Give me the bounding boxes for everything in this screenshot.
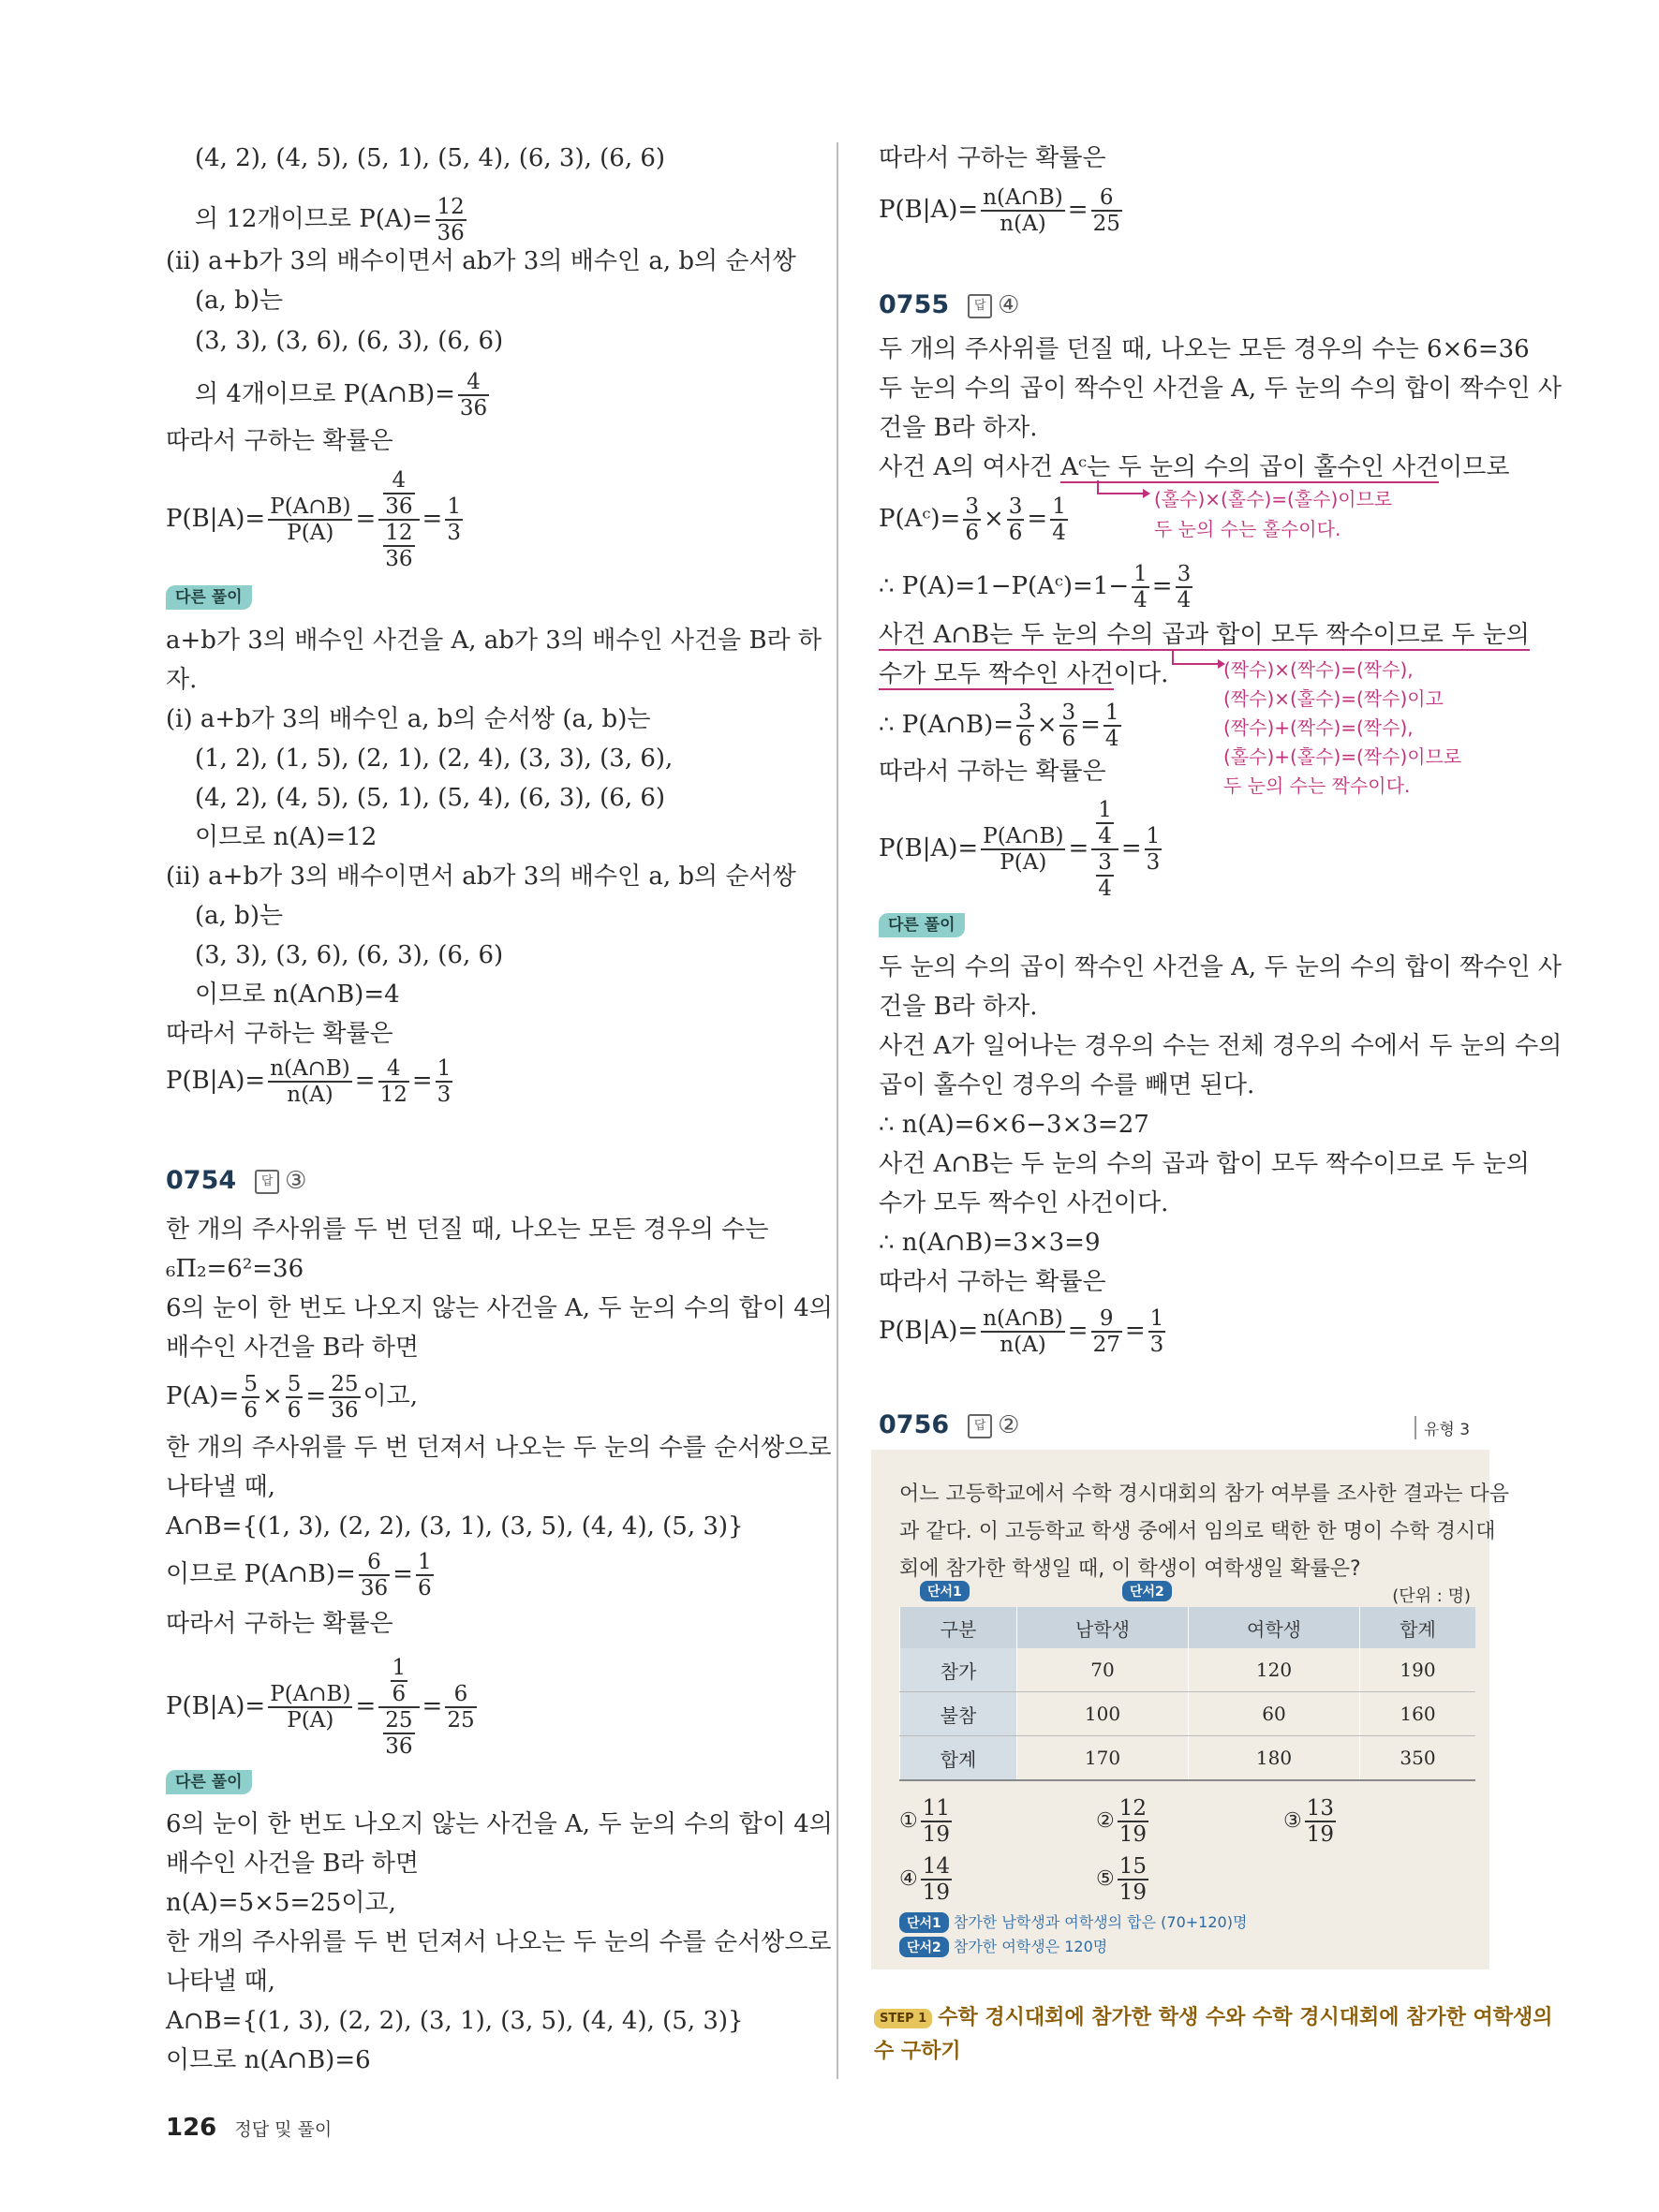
complex-fraction <box>1091 798 1118 901</box>
fraction <box>1118 1854 1148 1905</box>
numerator <box>378 1656 419 1708</box>
numerator: 4 <box>378 1056 409 1083</box>
fraction <box>921 1854 952 1905</box>
table-cell: 100 <box>1016 1692 1188 1736</box>
numerator: 14 <box>922 1854 951 1879</box>
underlined-text: 수가 모두 짝수인 사건 <box>879 660 1114 688</box>
numerator: 6 <box>359 1550 390 1576</box>
table-cell: 160 <box>1359 1692 1475 1736</box>
text: 의 12개이므로 P(A)= <box>195 205 433 233</box>
fraction <box>242 1372 259 1423</box>
fraction <box>268 1682 352 1733</box>
denominator: 36 <box>385 547 413 571</box>
fraction <box>1091 185 1122 236</box>
text-line: 이므로 n(A∩B)=6 <box>166 2046 371 2074</box>
denominator: 3 <box>437 1083 452 1107</box>
fraction <box>1007 494 1025 545</box>
text-line: A∩B={(1, 3), (2, 2), (3, 1), (3, 5), (4, 4), (5, 3)} <box>166 1512 744 1541</box>
text-line: (a, b)는 <box>195 287 284 315</box>
fraction <box>268 1056 352 1107</box>
text: ∴ P(A∩B)= <box>879 711 1015 739</box>
fraction <box>1145 824 1163 875</box>
text-line: (4, 2), (4, 5), (5, 1), (5, 4), (6, 3), (6, 6) <box>195 784 666 812</box>
text-line: 사건 A가 일어나는 경우의 수는 전체 경우의 수에서 두 눈의 수의 <box>879 1032 1563 1060</box>
math-line: P(B|A)= $\frac{P(A\cap B)}{P(A)}$ = $\frac{\frac{4}{36}}{\frac{12}{36}}$ = $\frac{1}{3}$ <box>166 468 461 571</box>
numerator: 13 <box>1306 1796 1335 1821</box>
fraction <box>445 1682 476 1733</box>
table-header: 합계 <box>1359 1607 1475 1648</box>
numerator: n(A∩B) <box>983 1306 1063 1331</box>
math-line: P(A)= $\frac{5}{6}$ × $\frac{5}{6}$ = $\frac{25}{36}$ 이고, <box>166 1372 418 1423</box>
text-line: (3, 3), (3, 6), (6, 3), (6, 6) <box>195 941 504 969</box>
underlined-text: 사건 A∩B는 두 눈의 수의 곱과 합이 모두 짝수이므로 두 눈의 <box>879 621 1530 649</box>
numerator: 25 <box>385 1708 413 1733</box>
underlined-text: Aᶜ는 두 눈의 수의 곱이 홀수인 사건 <box>1060 453 1440 481</box>
text: P(B|A)= <box>166 1692 266 1720</box>
hint-text: 참가한 여학생은 120명 <box>953 1938 1108 1955</box>
numerator: 12 <box>385 521 413 545</box>
denominator: 6 <box>417 1576 432 1600</box>
numerator: 1 <box>392 1656 407 1680</box>
numerator: 3 <box>1177 562 1192 586</box>
text-line: 따라서 구하는 확률은 <box>166 427 393 455</box>
answer-label: 답 <box>968 1414 992 1438</box>
numerator: 9 <box>1091 1306 1122 1333</box>
choice-mark: ① <box>899 1809 918 1833</box>
data-table <box>899 1607 1475 1781</box>
numerator: 1 <box>1098 798 1112 822</box>
denominator: P(A) <box>287 521 334 545</box>
annotation: (짝수)+(짝수)=(짝수), <box>1223 716 1414 739</box>
text-line: 따라서 구하는 확률은 <box>166 1610 393 1638</box>
text-line: (a, b)는 <box>195 902 284 930</box>
table-row <box>900 1736 1476 1781</box>
fraction <box>383 521 414 571</box>
numerator <box>378 468 419 521</box>
problem-text: 과 같다. 이 고등학교 학생 중에서 임의로 택한 한 명이 수학 경시대 <box>899 1520 1496 1543</box>
text: P(B|A)= <box>166 1067 266 1095</box>
text-line: 나타낼 때, <box>166 1473 275 1501</box>
denominator <box>378 1708 419 1759</box>
denominator: 12 <box>379 1083 407 1107</box>
complex-fraction <box>378 468 419 571</box>
footer-label: 정답 및 풀이 <box>234 2119 333 2140</box>
fraction <box>458 370 489 420</box>
denominator: n(A) <box>1000 212 1046 236</box>
denominator: 3 <box>447 521 461 545</box>
question-number: 0756 <box>879 1410 950 1439</box>
table-cell: 170 <box>1016 1736 1188 1781</box>
fraction <box>1132 562 1149 612</box>
table-row <box>900 1648 1476 1692</box>
numerator: 3 <box>1008 494 1023 519</box>
choice-1[interactable] <box>899 1796 955 1847</box>
fraction <box>1148 1306 1166 1357</box>
annotation: 두 눈의 수는 짝수이다. <box>1223 774 1411 797</box>
text: 이므로 P(A∩B)= <box>166 1560 356 1588</box>
text: 이므로 <box>1439 453 1510 481</box>
text-line: (3, 3), (3, 6), (6, 3), (6, 6) <box>195 327 504 355</box>
arrow-icon <box>1171 651 1227 679</box>
alt-solution-badge: 다른 풀이 <box>166 585 252 610</box>
fraction <box>981 824 1065 875</box>
text-line: (i) a+b가 3의 배수인 a, b의 순서쌍 (a, b)는 <box>166 705 651 733</box>
choice-mark: ⑤ <box>1096 1867 1115 1891</box>
numerator: 1 <box>437 1056 452 1081</box>
math-line: P(B|A)= $\frac{P(A\cap B)}{P(A)}$ = $\frac{\frac{1}{6}}{\frac{25}{36}}$ = $\frac{6}{25}$ <box>166 1656 475 1759</box>
hint-text: 참가한 남학생과 여학생의 합은 (70+120)명 <box>953 1913 1248 1931</box>
numerator: 1 <box>1149 1306 1164 1331</box>
question-header-0754 <box>166 1166 306 1195</box>
text: P(B|A)= <box>879 1317 979 1345</box>
text-line: 따라서 구하는 확률은 <box>879 144 1106 172</box>
table-cell: 60 <box>1188 1692 1359 1736</box>
math-line <box>195 195 469 245</box>
text-line: 이므로 n(A∩B)=4 <box>195 981 400 1009</box>
annotation: 두 눈의 수는 홀수이다. <box>1154 518 1341 540</box>
answer-value: ③ <box>285 1167 307 1195</box>
denominator: 19 <box>1306 1822 1335 1847</box>
fraction <box>1096 850 1114 901</box>
text-line <box>879 452 1510 482</box>
fraction <box>416 1550 434 1600</box>
text-line: 한 개의 주사위를 두 번 던질 때, 나오는 모든 경우의 수는 <box>166 1216 769 1244</box>
choice-5[interactable] <box>1096 1854 1151 1905</box>
numerator: 12 <box>437 195 465 219</box>
text-line: ₆Π₂=6²=36 <box>166 1255 304 1283</box>
fraction <box>383 468 414 519</box>
numerator: 5 <box>244 1372 258 1396</box>
numerator: 1 <box>1146 824 1161 848</box>
denominator: 36 <box>360 1576 389 1600</box>
choice-mark: ④ <box>899 1867 918 1891</box>
table-cell: 190 <box>1359 1648 1475 1692</box>
text-line: 따라서 구하는 확률은 <box>166 1020 393 1048</box>
math-line: P(Aᶜ)= $\frac{3}{6}$ × $\frac{3}{6}$ = $\frac{1}{4}$ <box>879 494 1066 545</box>
alt-solution-badge: 다른 풀이 <box>166 1770 252 1794</box>
hint-line <box>899 1910 1247 1933</box>
hint-tag: 단서2 <box>899 1937 949 1957</box>
page-footer <box>166 2114 332 2142</box>
fraction <box>1059 700 1077 751</box>
column-divider <box>837 142 838 2079</box>
text-line: (ii) a+b가 3의 배수이면서 ab가 3의 배수인 a, b의 순서쌍 <box>166 863 796 891</box>
text-line <box>879 659 1168 689</box>
fraction <box>436 1056 453 1107</box>
step-heading: 수 구하기 <box>874 2040 961 2063</box>
denominator: 3 <box>1146 850 1161 875</box>
alt-solution-badge: 다른 풀이 <box>879 913 965 937</box>
denominator: P(A) <box>1000 850 1047 875</box>
denominator: 36 <box>331 1398 359 1423</box>
annotation: (짝수)×(짝수)=(짝수), <box>1223 658 1414 681</box>
table-header-row <box>900 1607 1476 1648</box>
answer-label: 답 <box>255 1170 279 1194</box>
text: 이고, <box>363 1382 418 1410</box>
text-line: 이므로 n(A)=12 <box>195 823 378 851</box>
fraction <box>268 494 352 545</box>
problem-text: 회에 참가한 학생일 때, 이 학생이 여학생일 확률은? <box>899 1557 1361 1581</box>
answer-value: ② <box>998 1411 1020 1439</box>
numerator: 4 <box>458 370 489 396</box>
math-line <box>195 370 492 420</box>
text-line: ∴ n(A)=6×6−3×3=27 <box>879 1111 1149 1139</box>
fraction <box>1091 1306 1122 1357</box>
page-number: 126 <box>166 2114 217 2142</box>
hint-tag: 단서1 <box>920 1581 970 1601</box>
text-line: 자. <box>166 666 198 694</box>
denominator: 6 <box>392 1682 407 1706</box>
table-cell: 불참 <box>900 1692 1017 1736</box>
denominator: 36 <box>385 494 413 519</box>
numerator <box>1091 798 1118 850</box>
step-heading <box>874 2001 1553 2030</box>
numerator: 1 <box>1104 700 1119 725</box>
denominator: 3 <box>1149 1333 1164 1357</box>
text-line: 곱이 홀수인 경우의 수를 빼면 된다. <box>879 1071 1255 1099</box>
table-cell: 70 <box>1016 1648 1188 1692</box>
numerator: 4 <box>383 468 414 494</box>
numerator: 3 <box>1061 700 1076 725</box>
table-row <box>900 1692 1476 1736</box>
denominator: 4 <box>1098 824 1112 848</box>
fraction <box>359 1550 390 1600</box>
denominator: 4 <box>1098 877 1112 901</box>
numerator: 1 <box>1052 494 1066 519</box>
numerator: 1 <box>1133 562 1148 586</box>
denominator: n(A) <box>1000 1333 1046 1357</box>
fraction <box>1016 700 1034 751</box>
fraction <box>329 1372 360 1423</box>
numerator: 11 <box>922 1796 951 1821</box>
denominator: 6 <box>1008 521 1023 545</box>
numerator: 12 <box>1118 1796 1148 1821</box>
fraction <box>1305 1796 1336 1847</box>
fraction <box>1050 494 1068 545</box>
denominator: 4 <box>1052 521 1066 545</box>
fraction <box>963 494 981 545</box>
text-line: 두 눈의 수의 곱이 짝수인 사건을 A, 두 눈의 수의 합이 짝수인 사 <box>879 953 1563 981</box>
text-line: 배수인 사건을 B라 하면 <box>166 1850 419 1878</box>
arrow-icon <box>1096 480 1152 509</box>
text: P(Aᶜ)= <box>879 505 961 533</box>
text-line: 한 개의 주사위를 두 번 던져서 나오는 두 눈의 수를 순서쌍으로 <box>166 1928 832 1956</box>
math-line: ∴ P(A)=1−P(Aᶜ)=1− $\frac{1}{4}$ = $\frac{3}{4}$ <box>879 562 1192 612</box>
text-line: 나타낼 때, <box>166 1968 275 1996</box>
numerator: 3 <box>965 494 979 519</box>
problem-text: 어느 고등학교에서 수학 경시대회의 참가 여부를 조사한 결과는 다음 <box>899 1482 1510 1506</box>
step-text: 수학 경시대회에 참가한 학생 수와 수학 경시대회에 참가한 여학생의 <box>938 2006 1553 2029</box>
text-line: (4, 2), (4, 5), (5, 1), (5, 4), (6, 3), (6, 6) <box>195 144 666 172</box>
answer <box>968 291 1019 319</box>
denominator: 6 <box>244 1398 258 1423</box>
question-header-0755 <box>879 290 1019 319</box>
text-line: 한 개의 주사위를 두 번 던져서 나오는 두 눈의 수를 순서쌍으로 <box>166 1434 832 1462</box>
denominator: 6 <box>287 1398 302 1423</box>
fraction <box>981 1306 1065 1357</box>
annotation: (짝수)×(홀수)=(짝수)이고 <box>1223 687 1444 710</box>
answer <box>968 1411 1019 1439</box>
denominator: 19 <box>922 1822 951 1847</box>
numerator: 5 <box>287 1372 302 1396</box>
hint-line <box>899 1935 1107 1957</box>
math-line: P(B|A)= $\frac{n(A\cap B)}{n(A)}$ = $\frac{6}{25}$ <box>879 185 1120 236</box>
text-line: 건을 B라 하자. <box>879 414 1038 442</box>
text-line: 건을 B라 하자. <box>879 993 1038 1021</box>
denominator: 36 <box>437 221 465 245</box>
text-line: 사건 A∩B는 두 눈의 수의 곱과 합이 모두 짝수이므로 두 눈의 <box>879 1150 1530 1178</box>
table-cell: 180 <box>1188 1736 1359 1781</box>
text-line: 따라서 구하는 확률은 <box>879 1268 1106 1296</box>
denominator: 4 <box>1104 727 1119 751</box>
text-line: 수가 모두 짝수인 사건이다. <box>879 1189 1169 1217</box>
text-line: (ii) a+b가 3의 배수이면서 ab가 3의 배수인 a, b의 순서쌍 <box>166 247 796 275</box>
text-line: 6의 눈이 한 번도 나오지 않는 사건을 A, 두 눈의 수의 합이 4의 <box>166 1294 833 1322</box>
text: 이다. <box>1113 660 1169 688</box>
denominator <box>1091 850 1118 901</box>
table-header: 구분 <box>900 1607 1017 1648</box>
math-line: P(B|A)= $\frac{P(A\cap B)}{P(A)}$ = $\frac{\frac{1}{4}}{\frac{3}{4}}$ = $\frac{1}{3}$ <box>879 798 1161 901</box>
fraction <box>1096 798 1114 848</box>
numerator: n(A∩B) <box>270 1056 350 1081</box>
text-line: 따라서 구하는 확률은 <box>879 758 1106 786</box>
math-line: 이므로 P(A∩B)= $\frac{6}{36}$ = $\frac{1}{6}$ <box>166 1550 432 1600</box>
numerator: P(A∩B) <box>270 1682 351 1706</box>
denominator: 19 <box>922 1880 951 1905</box>
fraction <box>1176 562 1193 612</box>
text-line: ∴ n(A∩B)=3×3=9 <box>879 1229 1101 1257</box>
hint-tag: 단서2 <box>1122 1581 1172 1601</box>
fraction <box>445 494 463 545</box>
choice-3[interactable] <box>1283 1796 1339 1847</box>
numerator: 15 <box>1118 1854 1148 1879</box>
denominator: P(A) <box>287 1708 334 1733</box>
answer-value: ④ <box>998 291 1020 319</box>
answer <box>255 1167 306 1195</box>
numerator: 6 <box>445 1682 476 1708</box>
fraction <box>391 1656 408 1706</box>
denominator: 36 <box>459 396 488 420</box>
annotation: (홀수)+(홀수)=(짝수)이므로 <box>1223 745 1462 768</box>
denominator: 4 <box>1133 588 1148 612</box>
text-line <box>879 620 1530 650</box>
text: P(A)= <box>166 1382 240 1410</box>
denominator: 6 <box>965 521 979 545</box>
table-header: 남학생 <box>1016 1607 1188 1648</box>
denominator: 25 <box>447 1708 475 1733</box>
text-line: 배수인 사건을 B라 하면 <box>166 1334 419 1362</box>
denominator: 36 <box>385 1734 413 1759</box>
denominator <box>378 521 419 571</box>
numerator: 1 <box>447 494 461 519</box>
fraction <box>981 185 1065 236</box>
table-cell: 합계 <box>900 1736 1017 1781</box>
numerator: 3 <box>1018 700 1032 725</box>
step-tag: STEP 1 <box>874 2009 932 2028</box>
denominator: 25 <box>1092 212 1120 236</box>
answer-label: 답 <box>968 294 992 318</box>
text: ∴ P(A)=1−P(Aᶜ)=1− <box>879 572 1130 600</box>
text-line: 두 눈의 수의 곱이 짝수인 사건을 A, 두 눈의 수의 합이 짝수인 사 <box>879 375 1563 403</box>
fraction <box>1104 700 1121 751</box>
fraction <box>1118 1796 1148 1847</box>
numerator: 6 <box>1091 185 1122 212</box>
text-line: 6의 눈이 한 번도 나오지 않는 사건을 A, 두 눈의 수의 합이 4의 <box>166 1810 833 1838</box>
text-line: n(A)=5×5=25이고, <box>166 1889 396 1917</box>
text: P(B|A)= <box>879 196 979 224</box>
type-label: 유형 3 <box>1415 1416 1470 1439</box>
numerator: 3 <box>1098 850 1112 875</box>
numerator: 1 <box>417 1550 432 1574</box>
fraction <box>921 1796 952 1847</box>
hint-tag: 단서1 <box>899 1912 949 1933</box>
text-line: A∩B={(1, 3), (2, 2), (3, 1), (3, 5), (4, 4), (5, 3)} <box>166 2007 744 2035</box>
choice-mark: ② <box>1096 1809 1115 1833</box>
numerator: P(A∩B) <box>983 824 1064 848</box>
text: 사건 A의 여사건 <box>879 453 1061 481</box>
denominator: n(A) <box>287 1083 333 1107</box>
denominator: 6 <box>1018 727 1032 751</box>
table-cell: 참가 <box>900 1648 1017 1692</box>
choice-2[interactable] <box>1096 1796 1151 1847</box>
question-number: 0755 <box>879 290 950 319</box>
text: P(B|A)= <box>166 505 266 533</box>
fraction <box>383 1708 414 1759</box>
question-header-0756 <box>879 1410 1019 1439</box>
numerator: 25 <box>331 1372 359 1396</box>
question-number: 0754 <box>166 1166 237 1195</box>
unit-label: (단위 : 명) <box>1392 1586 1471 1606</box>
table-header: 여학생 <box>1188 1607 1359 1648</box>
denominator: 19 <box>1118 1822 1148 1847</box>
math-line: P(B|A)= $\frac{n(A\cap B)}{n(A)}$ = $\frac{4}{12}$ = $\frac{1}{3}$ <box>166 1056 452 1107</box>
text: P(B|A)= <box>879 834 979 863</box>
table-cell: 350 <box>1359 1736 1475 1781</box>
text: 의 4개이므로 P(A∩B)= <box>195 380 455 408</box>
complex-fraction <box>378 1656 419 1759</box>
problem-box <box>871 1450 1510 1969</box>
fraction <box>286 1372 304 1423</box>
annotation: (홀수)×(홀수)=(홀수)이므로 <box>1154 488 1393 510</box>
math-line: ∴ P(A∩B)= $\frac{3}{6}$ × $\frac{3}{6}$ = $\frac{1}{4}$ <box>879 700 1119 751</box>
fraction <box>378 1056 409 1107</box>
denominator: 4 <box>1177 588 1192 612</box>
numerator: P(A∩B) <box>270 494 351 519</box>
numerator: n(A∩B) <box>983 185 1063 210</box>
math-line: P(B|A)= $\frac{n(A\cap B)}{n(A)}$ = $\frac{9}{27}$ = $\frac{1}{3}$ <box>879 1306 1164 1357</box>
text-line: a+b가 3의 배수인 사건을 A, ab가 3의 배수인 사건을 B라 하 <box>166 627 822 655</box>
text-line: 두 개의 주사위를 던질 때, 나오는 모든 경우의 수는 6×6=36 <box>879 335 1530 363</box>
denominator: 19 <box>1118 1880 1148 1905</box>
fraction <box>436 195 467 245</box>
denominator: 27 <box>1092 1333 1120 1357</box>
choice-4[interactable] <box>899 1854 955 1905</box>
denominator: 6 <box>1061 727 1076 751</box>
table-cell: 120 <box>1188 1648 1359 1692</box>
choice-mark: ③ <box>1283 1809 1302 1833</box>
text-line: (1, 2), (1, 5), (2, 1), (2, 4), (3, 3), (3, 6), <box>195 745 674 773</box>
